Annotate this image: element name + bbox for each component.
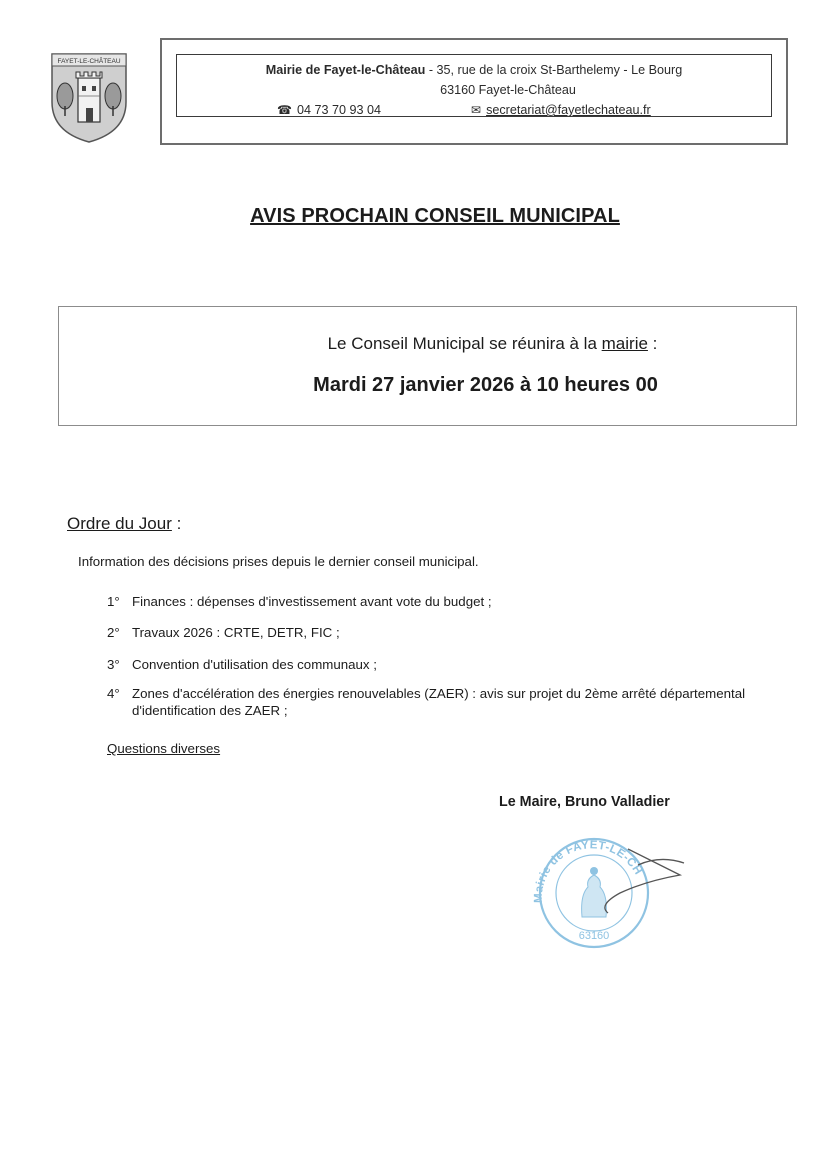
letterhead-frame xyxy=(160,38,788,145)
meeting-place: mairie xyxy=(601,334,648,353)
misc-questions: Questions diverses xyxy=(107,741,221,756)
stamp-text: Mairie de FAYET-LE-CH xyxy=(532,839,645,904)
notice-title: AVIS PROCHAIN CONSEIL MUNICIPAL xyxy=(250,205,620,227)
agenda-item-text: Finances : dépenses d'investissement avant vote du budget ; xyxy=(132,594,492,609)
agenda-heading-colon: : xyxy=(171,514,182,533)
mail-icon: ✉ xyxy=(471,103,482,117)
agenda-item-text: Zones d'accélération des énergies renouvelables (ZAER) : avis sur projet du 2ème arrêté départemental d'identification des ZAER ; xyxy=(132,686,746,718)
phone-number: 04 73 70 93 04 xyxy=(296,103,381,117)
street-address: - 35, rue de la croix St-Barthelemy - Le Bourg xyxy=(425,63,683,77)
letterhead-address-line xyxy=(177,60,771,80)
meeting-intro-suffix: : xyxy=(647,334,658,353)
agenda-heading-text: Ordre du Jour xyxy=(67,514,172,533)
svg-text:Mairie de FAYET-LE-CHÂTEAU xyxy=(520,835,644,903)
agenda-item xyxy=(107,624,787,642)
meeting-announcement-box xyxy=(58,306,797,426)
phone-contact xyxy=(277,100,381,120)
letterhead xyxy=(176,54,772,117)
email-address[interactable]: secretariat@fayetlechateau.fr xyxy=(486,103,651,117)
agenda-item-number: 3° xyxy=(107,657,120,672)
org-name: Mairie de Fayet-le-Château xyxy=(265,63,426,77)
agenda-item-text: Travaux 2026 : CRTE, DETR, FIC ; xyxy=(132,625,340,640)
crest-logo xyxy=(48,50,130,144)
agenda-item xyxy=(107,656,787,674)
meeting-intro-prefix: Le Conseil Municipal se réunira à la xyxy=(327,334,602,353)
agenda-item xyxy=(107,685,787,721)
meeting-date-time: Mardi 27 janvier 2026 à 10 heures 00 xyxy=(313,374,658,396)
agenda-item-number: 1° xyxy=(107,594,120,609)
mairie-stamp xyxy=(520,835,696,955)
postal-address: 63160 Fayet-le-Château xyxy=(440,83,576,97)
agenda-item xyxy=(107,593,787,611)
agenda-item-number: 4° xyxy=(107,686,120,701)
agenda-item-text: Convention d'utilisation des communaux ; xyxy=(132,657,377,672)
svg-text:FAYET-LE-CHÂTEAU: FAYET-LE-CHÂTEAU xyxy=(57,58,121,65)
signatory: Le Maire, Bruno Valladier xyxy=(499,794,670,810)
agenda-item-number: 2° xyxy=(107,625,120,640)
meeting-intro xyxy=(59,334,796,354)
agenda-heading xyxy=(67,514,181,534)
agenda-info: Information des décisions prises depuis le dernier conseil municipal. xyxy=(78,554,479,569)
email-contact[interactable] xyxy=(471,100,651,120)
phone-icon: ☎ xyxy=(277,103,292,117)
stamp-code: 63160 xyxy=(578,930,610,942)
